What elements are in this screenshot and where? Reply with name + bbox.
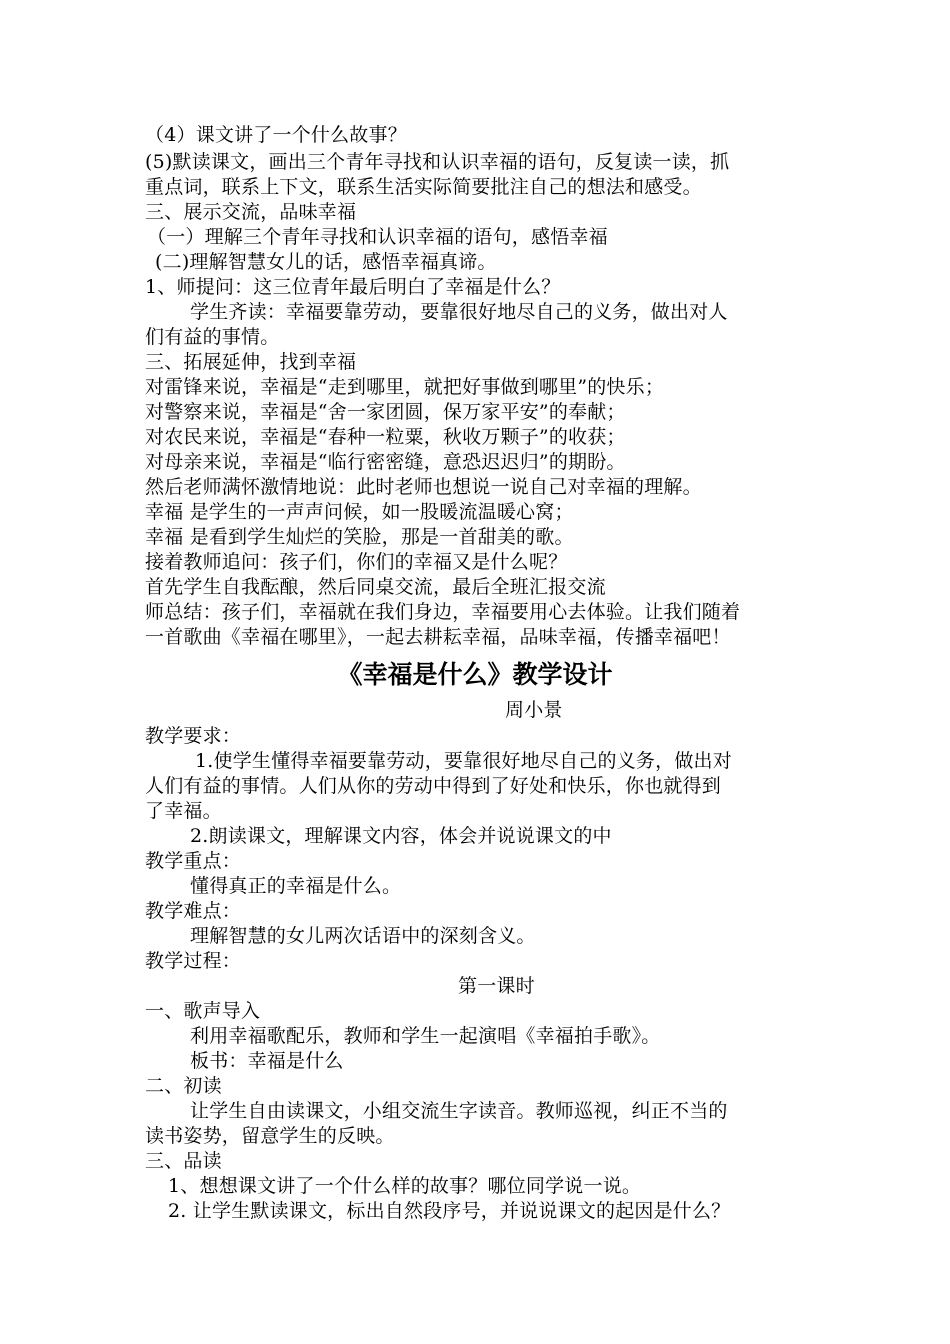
text-line: 了幸福。 (145, 800, 222, 822)
section-heading: 三、拓展延伸，找到幸福 (145, 351, 357, 373)
text-line: 对母亲来说，幸福是“临行密密缝，意恐迟迟归”的期盼。 (145, 451, 626, 473)
text-line: 对警察来说，幸福是“舍一家团圆，保万家平安”的奉献； (145, 401, 626, 423)
text-line: 首先学生自我酝酿，然后同桌交流，最后全班汇报交流 (145, 576, 606, 598)
text-line: (5)默读课文，画出三个青年寻找和认识幸福的语句，反复读一读，抓 (145, 151, 730, 173)
text-line: 重点词，联系上下文，联系生活实际简要批注自己的想法和感受。 (145, 176, 702, 198)
section-heading: 一、歌声导入 (145, 1000, 261, 1022)
text-line: 让学生自由读课文，小组交流生字读音。教师巡视，纠正不当的 (190, 1100, 728, 1122)
text-line: 对雷锋来说，幸福是“走到哪里，就把好事做到哪里”的快乐； (145, 376, 665, 398)
section-heading: 二、初读 (145, 1075, 222, 1097)
text-line: （4）课文讲了一个什么故事？ (145, 124, 407, 146)
text-line: 理解智慧的女儿两次话语中的深刻含义。 (190, 925, 536, 947)
text-line: 板书：幸福是什么 (190, 1050, 344, 1072)
text-line: 学生齐读：幸福要靠劳动，要靠很好地尽自己的义务，做出对人 (190, 301, 728, 323)
text-line: 幸福 是学生的一声声问候，如一股暖流温暖心窝； (145, 501, 574, 523)
author-name: 周小景 (505, 699, 563, 721)
section-heading: 三、展示交流，品味幸福 (145, 201, 357, 223)
section-heading: 教学过程： (145, 950, 242, 972)
text-line: 利用幸福歌配乐，教师和学生一起演唱《幸福拍手歌》。 (190, 1025, 661, 1047)
text-line: 师总结：孩子们，幸福就在我们身边，幸福要用心去体验。让我们随着 (145, 601, 741, 623)
text-line: 2. 让学生默读课文，标出自然段序号，并说说课文的起因是什么？ (168, 1200, 731, 1222)
text-line: 接着教师追问：孩子们，你们的幸福又是什么呢？ (145, 551, 568, 573)
document-title: 《幸福是什么》教学设计 (337, 660, 613, 689)
text-line: 对农民来说，幸福是“春种一粒粟，秋收万颗子”的收获； (145, 426, 626, 448)
text-line: 幸福 是看到学生灿烂的笑脸，那是一首甜美的歌。 (145, 526, 574, 548)
text-line: 1、师提问：这三位青年最后明白了幸福是什么？ (145, 276, 561, 298)
text-line: (二)理解智慧女儿的话，感悟幸福真谛。 (155, 251, 497, 273)
text-line: （一）理解三个青年寻找和认识幸福的语句，感悟幸福 (147, 226, 608, 248)
text-line: 懂得真正的幸福是什么。 (190, 875, 402, 897)
section-heading: 教学难点： (145, 900, 242, 922)
text-line: 们有益的事情。 (145, 326, 280, 348)
text-line: 1.使学生懂得幸福要靠劳动，要靠很好地尽自己的义务，做出对 (195, 750, 732, 772)
section-heading: 教学重点： (145, 850, 242, 872)
text-line: 2.朗读课文，理解课文内容，体会并说说课文的中 (190, 825, 612, 847)
text-line: 然后老师满怀激情地说：此时老师也想说一说自己对幸福的理解。 (145, 476, 702, 498)
text-line: 一首歌曲《幸福在哪里》，一起去耕耘幸福，品味幸福，传播幸福吧！ (145, 626, 731, 648)
text-line: 读书姿势，留意学生的反映。 (145, 1125, 395, 1147)
lesson-heading: 第一课时 (458, 975, 535, 997)
section-heading: 三、品读 (145, 1150, 222, 1172)
section-heading: 教学要求： (145, 725, 242, 747)
text-line: 人们有益的事情。人们从你的劳动中得到了好处和快乐，你也就得到 (145, 775, 722, 797)
text-line: 1、想想课文讲了一个什么样的故事？哪位同学说一说。 (168, 1175, 642, 1197)
